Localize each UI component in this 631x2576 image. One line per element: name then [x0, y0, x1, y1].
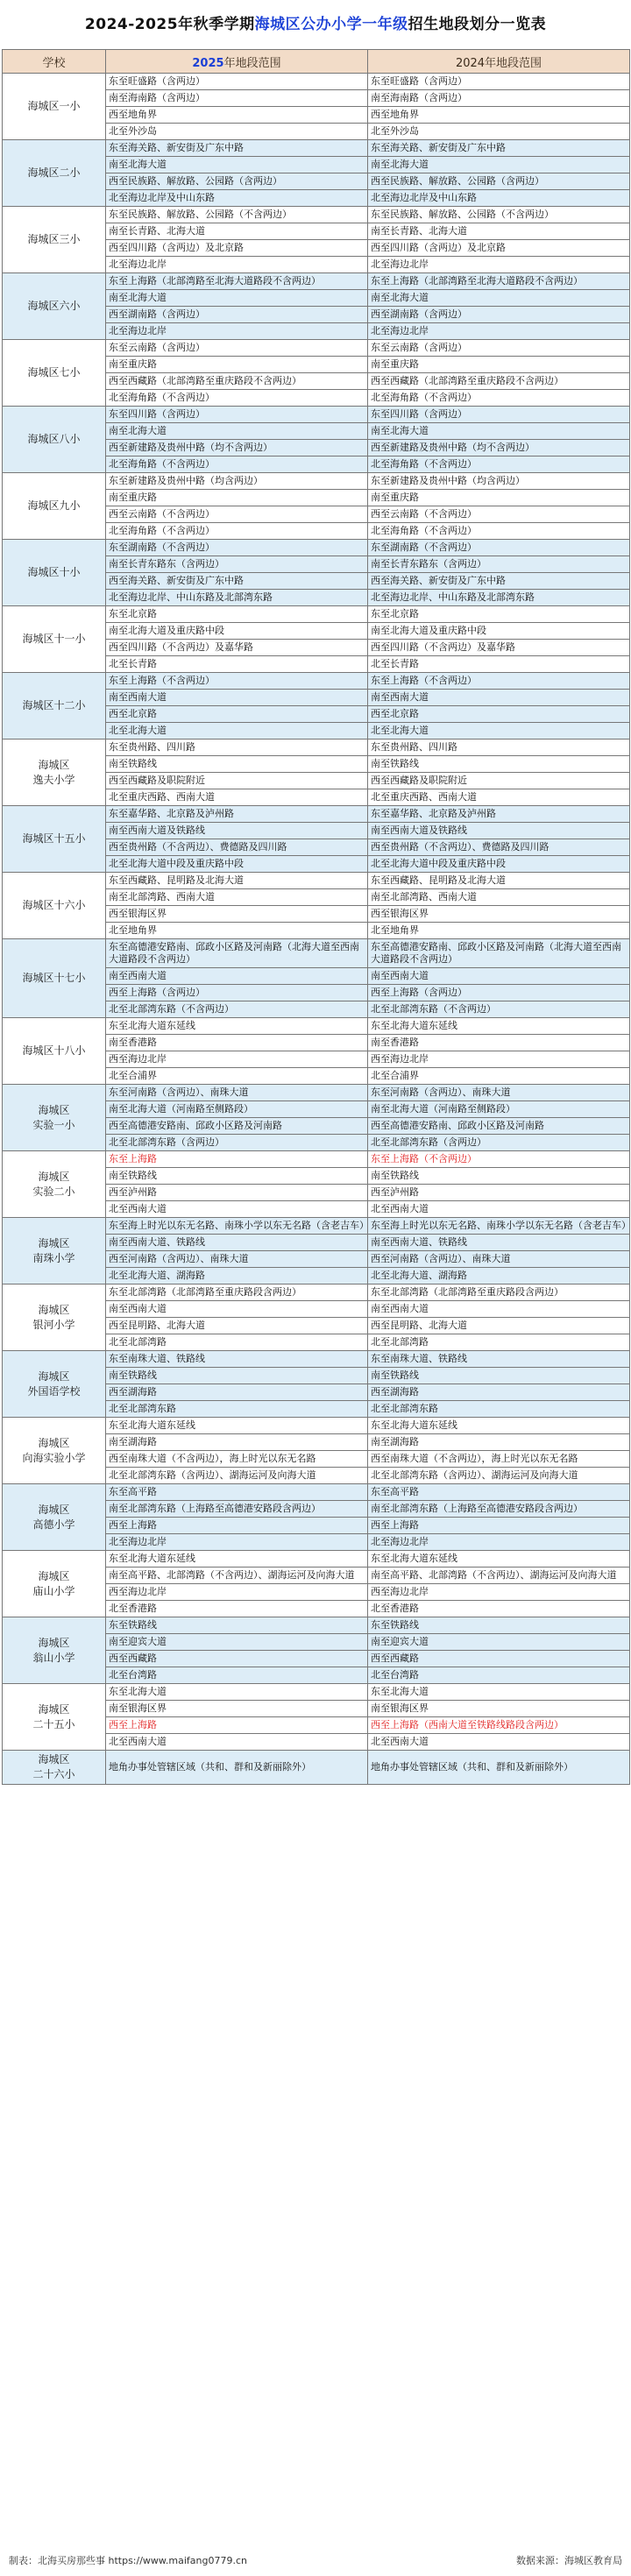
range-2025-cell: 西至海边北岸 [106, 1051, 368, 1068]
range-2025-cell: 西至海关路、新安街及广东中路 [106, 573, 368, 590]
range-2025-cell: 东至旺盛路（含两边） [106, 74, 368, 90]
range-2025-cell: 北至北海大道、湖海路 [106, 1268, 368, 1284]
range-2024-cell: 西至上海路（西南大道至铁路线路段含两边） [368, 1717, 630, 1734]
range-2025-cell: 北至北部湾东路 [106, 1401, 368, 1418]
range-2024-cell: 南至铁路线 [368, 756, 630, 773]
range-2024-cell: 南至香港路 [368, 1035, 630, 1051]
range-2025-cell: 南至西南大道 [106, 968, 368, 985]
footer-credit: 制表：北海买房那些事 https://www.maifang0779.cn [9, 2555, 247, 2566]
range-2025-cell: 南至北海大道及重庆路中段 [106, 623, 368, 640]
school-name: 海城区 银河小学 [3, 1284, 106, 1351]
table-row [3, 407, 630, 423]
range-2024-cell: 东至铁路线 [368, 1617, 630, 1634]
range-2024-cell: 东至云南路（含两边） [368, 340, 630, 357]
school-name: 海城区十二小 [3, 673, 106, 740]
range-2024-cell: 北至北部湾东路（不含两边） [368, 1001, 630, 1018]
school-name: 海城区十八小 [3, 1018, 106, 1085]
range-2024-cell: 南至西南大道及铁路线 [368, 823, 630, 839]
table-row [3, 1284, 630, 1301]
range-2024-cell: 西至海边北岸 [368, 1584, 630, 1601]
range-2024-cell: 西至泸州路 [368, 1185, 630, 1201]
table-header-row [3, 50, 630, 74]
school-name: 海城区十六小 [3, 873, 106, 939]
footer [0, 2544, 631, 2576]
range-2025-cell: 西至地角界 [106, 107, 368, 124]
range-2024-cell: 西至上海路（含两边） [368, 985, 630, 1001]
range-2024-cell: 南至西南大道 [368, 1301, 630, 1318]
range-2025-cell: 东至北海大道 [106, 1684, 368, 1701]
range-2025-cell: 东至上海路（北部湾路至北海大道路段不含两边） [106, 273, 368, 290]
range-2024-cell: 南至长青东路东（含两边） [368, 556, 630, 573]
header-2025 [106, 50, 368, 74]
range-2025-cell: 西至高德港安路南、邱政小区路及河南路 [106, 1118, 368, 1135]
table-row [3, 806, 630, 823]
range-2025-cell: 西至南珠大道（不含两边），海上时光以东无名路 [106, 1451, 368, 1468]
range-2024-cell: 北至北部湾东路（含两边）、湖海运河及向海大道 [368, 1468, 630, 1484]
school-name: 海城区十一小 [3, 606, 106, 673]
table-row [3, 1218, 630, 1235]
range-2024-cell: 东至四川路（含两边） [368, 407, 630, 423]
range-2024-cell: 西至高德港安路南、邱政小区路及河南路 [368, 1118, 630, 1135]
range-2024-cell: 南至长青路、北海大道 [368, 223, 630, 240]
range-2025-cell: 北至重庆西路、西南大道 [106, 789, 368, 806]
range-2025-cell: 东至上海路 [106, 1151, 368, 1168]
range-2024-cell: 南至铁路线 [368, 1368, 630, 1384]
table-row [3, 606, 630, 623]
header-2024: 2024年地段范围 [368, 50, 630, 74]
range-2024-cell: 东至海关路、新安街及广东中路 [368, 140, 630, 157]
range-2025-cell: 北至海角路（不含两边） [106, 390, 368, 407]
range-2024-cell: 北至海角路（不含两边） [368, 523, 630, 540]
range-2024-cell: 南至西南大道、铁路线 [368, 1235, 630, 1251]
range-2025-cell: 北至海角路（不含两边） [106, 523, 368, 540]
range-2024-cell: 东至旺盛路（含两边） [368, 74, 630, 90]
range-2025-cell: 西至西藏路 [106, 1651, 368, 1667]
range-2025-cell: 东至新建路及贵州中路（均含两边） [106, 473, 368, 490]
range-2025-cell: 西至新建路及贵州中路（均不含两边） [106, 440, 368, 456]
range-2024-cell: 东至北京路 [368, 606, 630, 623]
range-2024-cell: 东至高德港安路南、邱政小区路及河南路（北海大道至西南大道路段不含两边） [368, 939, 630, 968]
range-2025-cell: 南至长青路、北海大道 [106, 223, 368, 240]
table-row [3, 273, 630, 290]
range-2025-cell: 西至西藏路（北部湾路至重庆路段不含两边） [106, 373, 368, 390]
table-row [3, 207, 630, 223]
range-2025-cell: 北至海角路（不含两边） [106, 456, 368, 473]
page-title [0, 0, 631, 49]
range-2024-cell: 北至海边北岸、中山东路及北部湾东路 [368, 590, 630, 606]
range-2024-cell: 西至地角界 [368, 107, 630, 124]
range-2025-cell: 东至海上时光以东无名路、南珠小学以东无名路（含老吉车） [106, 1218, 368, 1235]
range-2024-cell: 东至贵州路、四川路 [368, 740, 630, 756]
table-row [3, 1617, 630, 1634]
range-2024-cell: 东至高平路 [368, 1484, 630, 1501]
header-2025-label: 年地段范围 [223, 56, 281, 70]
range-2024-cell: 西至河南路（含两边）、南珠大道 [368, 1251, 630, 1268]
range-2025-cell: 北至北部湾东路（不含两边） [106, 1001, 368, 1018]
range-2025-cell: 北至海边北岸 [106, 1534, 368, 1551]
range-2024-cell: 东至上海路（不含两边） [368, 673, 630, 690]
range-2024-cell: 西至西藏路及职院附近 [368, 773, 630, 789]
range-2024-cell: 北至北海大道 [368, 723, 630, 740]
table-row [3, 873, 630, 889]
range-2024-cell: 北至北部湾东路 [368, 1401, 630, 1418]
range-2025-cell: 西至泸州路 [106, 1185, 368, 1201]
range-2025-cell: 西至海边北岸 [106, 1584, 368, 1601]
school-name: 海城区三小 [3, 207, 106, 273]
range-2025-cell: 北至北部湾东路（含两边） [106, 1135, 368, 1151]
range-2025-cell: 东至高平路 [106, 1484, 368, 1501]
range-2024-cell: 北至北海大道中段及重庆路中段 [368, 856, 630, 873]
range-2024-cell: 东至上海路（不含两边） [368, 1151, 630, 1168]
table-row [3, 1684, 630, 1701]
range-2025-cell: 南至重庆路 [106, 357, 368, 373]
table-row [3, 540, 630, 556]
range-2024-cell: 北至地角界 [368, 923, 630, 939]
range-2025-cell: 南至北海大道 [106, 423, 368, 440]
range-2025-cell: 南至西南大道、铁路线 [106, 1235, 368, 1251]
range-2025-cell: 北至合浦界 [106, 1068, 368, 1085]
school-name: 海城区 向海实验小学 [3, 1418, 106, 1484]
range-2025-cell: 西至上海路（含两边） [106, 985, 368, 1001]
school-name: 海城区七小 [3, 340, 106, 407]
range-2025-cell: 西至北京路 [106, 706, 368, 723]
range-2025-cell: 东至贵州路、四川路 [106, 740, 368, 756]
range-2025-cell: 西至湖南路（含两边） [106, 307, 368, 323]
table-body [3, 74, 630, 1785]
table-row [3, 1151, 630, 1168]
range-2025-cell: 北至海边北岸、中山东路及北部湾东路 [106, 590, 368, 606]
range-2024-cell: 西至南珠大道（不含两边），海上时光以东无名路 [368, 1451, 630, 1468]
school-name: 海城区 逸夫小学 [3, 740, 106, 806]
range-2024-cell: 西至海边北岸 [368, 1051, 630, 1068]
header-school: 学校 [3, 50, 106, 74]
range-2025-cell: 南至北部湾东路（上海路至高德港安路段含两边） [106, 1501, 368, 1518]
range-2025-cell: 南至海南路（含两边） [106, 90, 368, 107]
range-2025-cell: 北至西南大道 [106, 1734, 368, 1751]
range-2024-cell: 西至湖海路 [368, 1384, 630, 1401]
school-name: 海城区一小 [3, 74, 106, 140]
range-2024-cell: 东至北部湾路（北部湾路至重庆路段含两边） [368, 1284, 630, 1301]
range-2025-cell: 南至西南大道及铁路线 [106, 823, 368, 839]
range-2025-cell: 南至湖海路 [106, 1434, 368, 1451]
range-2025-cell: 西至上海路 [106, 1518, 368, 1534]
range-2024-cell: 东至南珠大道、铁路线 [368, 1351, 630, 1368]
range-2024-cell: 西至北京路 [368, 706, 630, 723]
table-row [3, 1751, 630, 1785]
range-2025-cell: 北至北海大道中段及重庆路中段 [106, 856, 368, 873]
range-2025-cell: 西至银海区界 [106, 906, 368, 923]
range-2024-cell: 南至重庆路 [368, 357, 630, 373]
range-2024-cell: 南至北海大道及重庆路中段 [368, 623, 630, 640]
title-highlight: 海城区公办小学一年级 [254, 16, 408, 33]
range-2025-cell: 西至上海路 [106, 1717, 368, 1734]
range-2025-cell: 南至迎宾大道 [106, 1634, 368, 1651]
range-2024-cell: 东至河南路（含两边）、南珠大道 [368, 1085, 630, 1101]
range-2024-cell: 北至海边北岸 [368, 323, 630, 340]
range-2024-cell: 北至合浦界 [368, 1068, 630, 1085]
range-2025-cell: 东至云南路（含两边） [106, 340, 368, 357]
range-2024-cell: 西至云南路（不含两边） [368, 506, 630, 523]
school-name: 海城区 高德小学 [3, 1484, 106, 1551]
range-2025-cell: 北至海边北岸 [106, 257, 368, 273]
range-2025-cell: 西至昆明路、北海大道 [106, 1318, 368, 1334]
range-2024-cell: 北至海角路（不含两边） [368, 456, 630, 473]
header-2025-year: 2025 [192, 56, 224, 70]
range-2024-cell: 西至民族路、解放路、公园路（含两边） [368, 173, 630, 190]
school-name: 海城区 实验一小 [3, 1085, 106, 1151]
range-2024-cell: 南至北部湾路、西南大道 [368, 889, 630, 906]
title-suffix: 招生地段划分一览表 [408, 16, 547, 33]
range-2024-cell: 东至民族路、解放路、公园路（不含两边） [368, 207, 630, 223]
school-name: 海城区 实验二小 [3, 1151, 106, 1218]
range-2025-cell: 南至铁路线 [106, 1168, 368, 1185]
range-2024-cell: 西至贵州路（不含两边）、费德路及四川路 [368, 839, 630, 856]
range-2024-cell: 西至四川路（不含两边）及嘉华路 [368, 640, 630, 656]
range-2025-cell: 西至云南路（不含两边） [106, 506, 368, 523]
range-2025-cell: 南至高平路、北部湾路（不含两边）、湖海运河及向海大道 [106, 1568, 368, 1584]
range-2025-cell: 北至北部湾东路（含两边）、湖海运河及向海大道 [106, 1468, 368, 1484]
range-2025-cell: 北至香港路 [106, 1601, 368, 1617]
school-name: 海城区十小 [3, 540, 106, 606]
school-name: 海城区二小 [3, 140, 106, 207]
table-row [3, 340, 630, 357]
range-2024-cell: 南至高平路、北部湾路（不含两边）、湖海运河及向海大道 [368, 1568, 630, 1584]
range-2024-cell: 北至香港路 [368, 1601, 630, 1617]
range-2025-cell: 东至湖南路（不含两边） [106, 540, 368, 556]
range-2024-cell: 南至西南大道 [368, 968, 630, 985]
range-2025-cell: 南至北海大道（河南路至侧路段） [106, 1101, 368, 1118]
range-2025-cell: 东至北海大道东延线 [106, 1418, 368, 1434]
range-2024-cell: 西至四川路（含两边）及北京路 [368, 240, 630, 257]
range-2024-cell: 西至西藏路（北部湾路至重庆路段不含两边） [368, 373, 630, 390]
range-2024-cell: 南至铁路线 [368, 1168, 630, 1185]
range-2024-cell: 南至西南大道 [368, 690, 630, 706]
range-2025-cell: 南至长青东路东（含两边） [106, 556, 368, 573]
range-2025-cell: 西至贵州路（不含两边）、费德路及四川路 [106, 839, 368, 856]
range-2025-cell: 南至西南大道 [106, 1301, 368, 1318]
range-2024-cell: 南至北海大道 [368, 290, 630, 307]
table-row [3, 740, 630, 756]
range-2024-cell: 西至昆明路、北海大道 [368, 1318, 630, 1334]
range-2025-cell: 北至外沙岛 [106, 124, 368, 140]
range-2024-cell: 南至迎宾大道 [368, 1634, 630, 1651]
range-2025-cell: 东至嘉华路、北京路及泸州路 [106, 806, 368, 823]
range-2025-cell: 东至北海大道东延线 [106, 1018, 368, 1035]
range-2024-cell: 北至海角路（不含两边） [368, 390, 630, 407]
range-2024-cell: 西至海关路、新安街及广东中路 [368, 573, 630, 590]
range-2024-cell: 东至上海路（北部湾路至北海大道路段不含两边） [368, 273, 630, 290]
range-2025-cell: 北至西南大道 [106, 1201, 368, 1218]
table-row [3, 673, 630, 690]
school-name: 海城区 二十六小 [3, 1751, 106, 1785]
range-2025-cell: 西至四川路（不含两边）及嘉华路 [106, 640, 368, 656]
range-2024-cell: 北至海边北岸 [368, 257, 630, 273]
school-name: 海城区 二十五小 [3, 1684, 106, 1751]
range-2024-cell: 南至湖海路 [368, 1434, 630, 1451]
range-2024-cell: 北至北部湾东路（含两边） [368, 1135, 630, 1151]
range-2024-cell: 东至西藏路、昆明路及北海大道 [368, 873, 630, 889]
range-2024-cell: 南至北海大道 [368, 423, 630, 440]
table-row [3, 140, 630, 157]
range-2025-cell: 南至重庆路 [106, 490, 368, 506]
range-2024-cell: 东至北海大道东延线 [368, 1551, 630, 1568]
range-2025-cell: 南至西南大道 [106, 690, 368, 706]
range-2025-cell: 东至西藏路、昆明路及北海大道 [106, 873, 368, 889]
range-2024-cell: 北至外沙岛 [368, 124, 630, 140]
range-2024-cell: 西至上海路 [368, 1518, 630, 1534]
range-2025-cell: 南至北海大道 [106, 290, 368, 307]
range-2025-cell: 北至海边北岸及中山东路 [106, 190, 368, 207]
range-2024-cell: 西至新建路及贵州中路（均不含两边） [368, 440, 630, 456]
range-2025-cell: 南至银海区界 [106, 1701, 368, 1717]
table-row [3, 1018, 630, 1035]
range-2024-cell: 西至湖南路（含两边） [368, 307, 630, 323]
range-2024-cell: 地角办事处管辖区域（共和、群和及新丽除外） [368, 1751, 630, 1785]
range-2024-cell: 南至北海大道（河南路至侧路段） [368, 1101, 630, 1118]
range-2025-cell: 北至地角界 [106, 923, 368, 939]
range-2025-cell: 北至北海大道 [106, 723, 368, 740]
range-2025-cell: 东至上海路（不含两边） [106, 673, 368, 690]
range-2025-cell: 东至海关路、新安街及广东中路 [106, 140, 368, 157]
range-2025-cell: 地角办事处管辖区域（共和、群和及新丽除外） [106, 1751, 368, 1785]
range-2025-cell: 东至河南路（含两边）、南珠大道 [106, 1085, 368, 1101]
range-2024-cell: 东至海上时光以东无名路、南珠小学以东无名路（含老吉车） [368, 1218, 630, 1235]
school-name: 海城区六小 [3, 273, 106, 340]
range-2025-cell: 东至四川路（含两边） [106, 407, 368, 423]
range-2024-cell: 东至北海大道东延线 [368, 1018, 630, 1035]
range-2024-cell: 东至嘉华路、北京路及泸州路 [368, 806, 630, 823]
table-row [3, 473, 630, 490]
range-2024-cell: 西至银海区界 [368, 906, 630, 923]
range-2025-cell: 东至南珠大道、铁路线 [106, 1351, 368, 1368]
range-2025-cell: 东至北部湾路（北部湾路至重庆路段含两边） [106, 1284, 368, 1301]
table-row [3, 74, 630, 90]
range-2024-cell: 南至北海大道 [368, 157, 630, 173]
range-2025-cell: 南至铁路线 [106, 756, 368, 773]
range-2025-cell: 北至台湾路 [106, 1667, 368, 1684]
table-row [3, 1484, 630, 1501]
table-row [3, 1551, 630, 1568]
range-2024-cell: 北至西南大道 [368, 1201, 630, 1218]
range-2025-cell: 东至民族路、解放路、公园路（不含两边） [106, 207, 368, 223]
range-2024-cell: 北至北部湾路 [368, 1334, 630, 1351]
school-name: 海城区十七小 [3, 939, 106, 1018]
range-2025-cell: 西至西藏路及职院附近 [106, 773, 368, 789]
district-table [2, 49, 630, 1785]
range-2025-cell: 东至北京路 [106, 606, 368, 623]
range-2025-cell: 东至铁路线 [106, 1617, 368, 1634]
range-2024-cell: 东至北海大道 [368, 1684, 630, 1701]
range-2024-cell: 东至湖南路（不含两边） [368, 540, 630, 556]
title-prefix: 2024-2025年秋季学期 [84, 16, 255, 33]
range-2025-cell: 南至铁路线 [106, 1368, 368, 1384]
range-2025-cell: 南至香港路 [106, 1035, 368, 1051]
table-row [3, 939, 630, 968]
range-2024-cell: 南至重庆路 [368, 490, 630, 506]
range-2025-cell: 北至长青路 [106, 656, 368, 673]
range-2025-cell: 东至高德港安路南、邱政小区路及河南路（北海大道至西南大道路段不含两边） [106, 939, 368, 968]
range-2024-cell: 东至北海大道东延线 [368, 1418, 630, 1434]
range-2024-cell: 南至银海区界 [368, 1701, 630, 1717]
table-row [3, 1418, 630, 1434]
table-row [3, 1085, 630, 1101]
range-2024-cell: 北至北海大道、湖海路 [368, 1268, 630, 1284]
range-2024-cell: 北至台湾路 [368, 1667, 630, 1684]
range-2025-cell: 北至北部湾路 [106, 1334, 368, 1351]
school-name: 海城区九小 [3, 473, 106, 540]
range-2024-cell: 北至西南大道 [368, 1734, 630, 1751]
school-name: 海城区八小 [3, 407, 106, 473]
range-2025-cell: 东至北海大道东延线 [106, 1551, 368, 1568]
school-name: 海城区 南珠小学 [3, 1218, 106, 1284]
footer-source: 数据来源：海城区教育局 [516, 2555, 622, 2566]
range-2025-cell: 西至湖海路 [106, 1384, 368, 1401]
school-name: 海城区 庙山小学 [3, 1551, 106, 1617]
school-name: 海城区 翁山小学 [3, 1617, 106, 1684]
range-2024-cell: 北至长青路 [368, 656, 630, 673]
school-name: 海城区 外国语学校 [3, 1351, 106, 1418]
range-2025-cell: 西至四川路（含两边）及北京路 [106, 240, 368, 257]
range-2025-cell: 南至北部湾路、西南大道 [106, 889, 368, 906]
range-2025-cell: 南至北海大道 [106, 157, 368, 173]
range-2024-cell: 南至北部湾东路（上海路至高德港安路段含两边） [368, 1501, 630, 1518]
range-2025-cell: 北至海边北岸 [106, 323, 368, 340]
range-2025-cell: 西至民族路、解放路、公园路（含两边） [106, 173, 368, 190]
school-name: 海城区十五小 [3, 806, 106, 873]
range-2024-cell: 南至海南路（含两边） [368, 90, 630, 107]
range-2024-cell: 东至新建路及贵州中路（均含两边） [368, 473, 630, 490]
range-2025-cell: 西至河南路（含两边）、南珠大道 [106, 1251, 368, 1268]
table-row [3, 1351, 630, 1368]
range-2024-cell: 西至西藏路 [368, 1651, 630, 1667]
range-2024-cell: 北至海边北岸 [368, 1534, 630, 1551]
range-2024-cell: 北至重庆西路、西南大道 [368, 789, 630, 806]
range-2024-cell: 北至海边北岸及中山东路 [368, 190, 630, 207]
